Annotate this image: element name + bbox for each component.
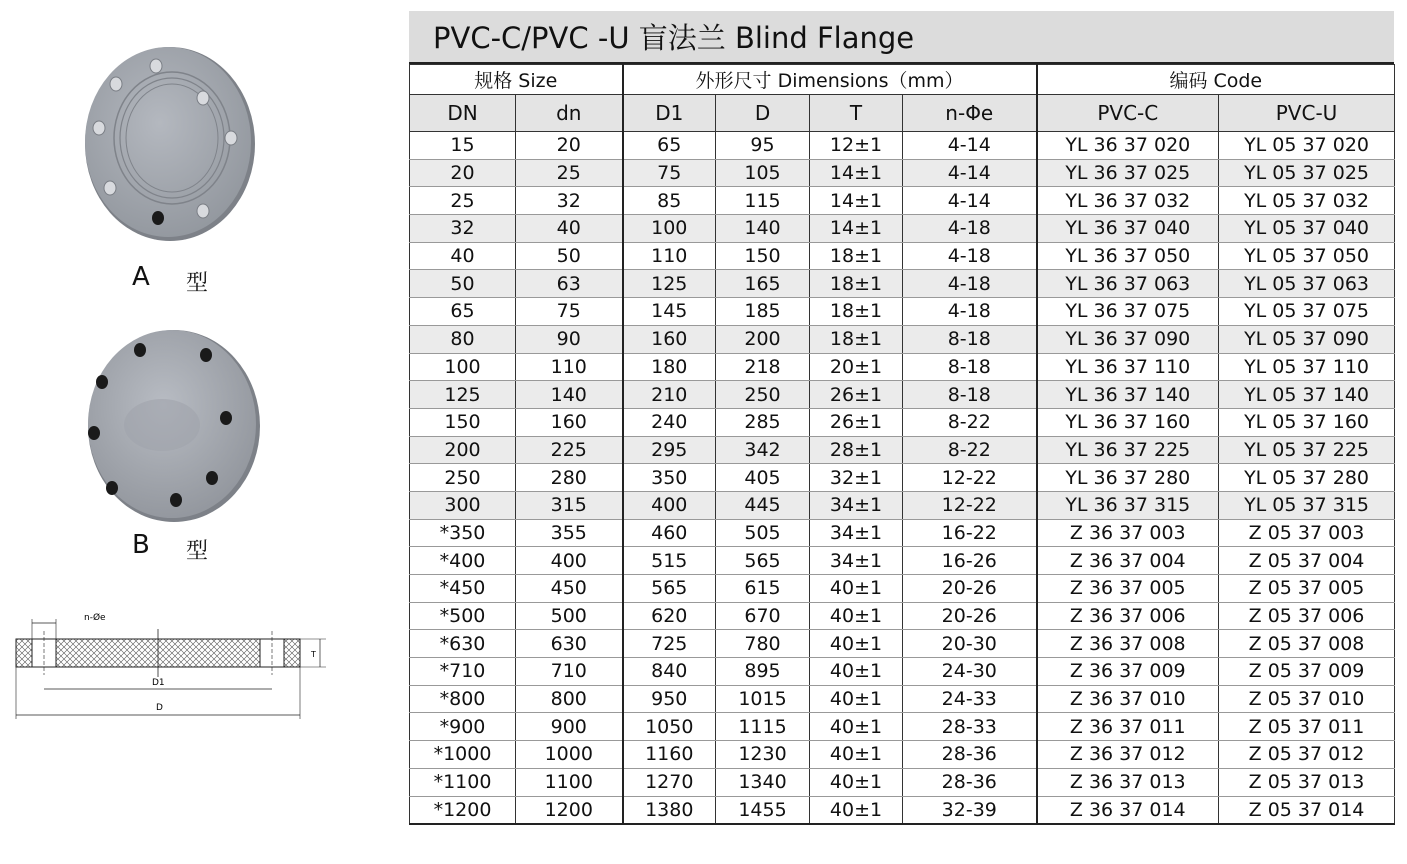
table-cell: 50 [516, 242, 623, 270]
table-row [410, 575, 1395, 603]
table-cell: 8-22 [903, 436, 1037, 464]
table-cell: 65 [623, 132, 716, 160]
table-row [410, 408, 1395, 436]
table-cell: 450 [516, 575, 623, 603]
table-row [410, 325, 1395, 353]
table-cell: 500 [516, 602, 623, 630]
table-cell: 20-30 [903, 630, 1037, 658]
table-title: PVC-C/PVC -U 盲法兰 Blind Flange [409, 11, 1394, 64]
table-cell: 250 [410, 464, 516, 492]
table-cell: 63 [516, 270, 623, 298]
table-cell: Z 36 37 005 [1037, 575, 1219, 603]
table-cell: YL 36 37 225 [1037, 436, 1219, 464]
table-cell: 780 [716, 630, 810, 658]
table-row [410, 159, 1395, 187]
table-cell: Z 36 37 014 [1037, 796, 1219, 824]
table-cell: 125 [623, 270, 716, 298]
col-header-d: D [716, 95, 810, 132]
drawing-hole-label: n-Øe [84, 613, 106, 623]
table-cell: 4-14 [903, 187, 1037, 215]
table-cell: 18±1 [810, 242, 903, 270]
table-cell: 670 [716, 602, 810, 630]
table-cell: 40±1 [810, 713, 903, 741]
table-cell: 8-22 [903, 408, 1037, 436]
table-cell: 342 [716, 436, 810, 464]
table-row [410, 602, 1395, 630]
table-cell: 1115 [716, 713, 810, 741]
table-cell: 315 [516, 491, 623, 519]
table-cell: *1200 [410, 796, 516, 824]
table-cell: 28-33 [903, 713, 1037, 741]
table-row [410, 215, 1395, 243]
table-cell: Z 05 37 008 [1219, 630, 1395, 658]
table-cell: 40±1 [810, 575, 903, 603]
table-row [410, 630, 1395, 658]
table-cell: 1340 [716, 768, 810, 796]
table-cell: 75 [516, 298, 623, 326]
table-cell: 20±1 [810, 353, 903, 381]
flange-type-a-image [82, 46, 257, 246]
table-cell: 615 [716, 575, 810, 603]
table-cell: 1000 [516, 741, 623, 769]
table-cell: 32 [516, 187, 623, 215]
table-row [410, 741, 1395, 769]
table-row [410, 242, 1395, 270]
table-cell: 20 [516, 132, 623, 160]
table-cell: YL 05 37 040 [1219, 215, 1395, 243]
table-cell: 34±1 [810, 491, 903, 519]
table-cell: 565 [716, 547, 810, 575]
table-cell: Z 05 37 005 [1219, 575, 1395, 603]
table-cell: 40±1 [810, 685, 903, 713]
table-cell: YL 36 37 063 [1037, 270, 1219, 298]
table-cell: YL 36 37 075 [1037, 298, 1219, 326]
table-cell: YL 05 37 020 [1219, 132, 1395, 160]
table-cell: 1015 [716, 685, 810, 713]
table-cell: 25 [410, 187, 516, 215]
table-cell: *1000 [410, 741, 516, 769]
table-cell: 355 [516, 519, 623, 547]
table-cell: 40±1 [810, 602, 903, 630]
table-cell: 16-22 [903, 519, 1037, 547]
table-cell: 4-18 [903, 298, 1037, 326]
table-cell: 350 [623, 464, 716, 492]
table-cell: 1380 [623, 796, 716, 824]
table-cell: 18±1 [810, 298, 903, 326]
table-row [410, 132, 1395, 160]
table-cell: 165 [716, 270, 810, 298]
table-cell: 4-18 [903, 242, 1037, 270]
table-cell: 250 [716, 381, 810, 409]
table-cell: 85 [623, 187, 716, 215]
table-cell: Z 05 37 011 [1219, 713, 1395, 741]
table-cell: YL 05 37 075 [1219, 298, 1395, 326]
table-cell: YL 05 37 140 [1219, 381, 1395, 409]
table-cell: 40 [410, 242, 516, 270]
table-cell: 400 [516, 547, 623, 575]
table-cell: Z 05 37 004 [1219, 547, 1395, 575]
table-cell: 32 [410, 215, 516, 243]
table-cell: 445 [716, 491, 810, 519]
table-cell: 25 [516, 159, 623, 187]
table-cell: YL 36 37 140 [1037, 381, 1219, 409]
table-row [410, 685, 1395, 713]
table-row [410, 353, 1395, 381]
col-header-d1: D1 [623, 95, 716, 132]
header-code: 编码 Code [1037, 65, 1395, 95]
table-cell: *450 [410, 575, 516, 603]
table-cell: 620 [623, 602, 716, 630]
table-cell: 26±1 [810, 381, 903, 409]
table-cell: YL 05 37 225 [1219, 436, 1395, 464]
table-cell: 80 [410, 325, 516, 353]
table-cell: YL 05 37 063 [1219, 270, 1395, 298]
col-header-small-dn: dn [516, 95, 623, 132]
table-cell: 100 [623, 215, 716, 243]
table-cell: 400 [623, 491, 716, 519]
table-cell: 100 [410, 353, 516, 381]
table-cell: Z 05 37 003 [1219, 519, 1395, 547]
table-cell: *710 [410, 658, 516, 686]
table-cell: Z 05 37 013 [1219, 768, 1395, 796]
table-cell: 460 [623, 519, 716, 547]
table-cell: YL 36 37 040 [1037, 215, 1219, 243]
col-header-pvc-c: PVC-C [1037, 95, 1219, 132]
table-cell: 160 [516, 408, 623, 436]
table-cell: Z 36 37 013 [1037, 768, 1219, 796]
table-cell: 145 [623, 298, 716, 326]
table-cell: *500 [410, 602, 516, 630]
table-cell: 110 [516, 353, 623, 381]
table-cell: Z 05 37 014 [1219, 796, 1395, 824]
table-cell: 160 [623, 325, 716, 353]
spec-table [409, 64, 1395, 825]
table-cell: 4-14 [903, 159, 1037, 187]
table-cell: 725 [623, 630, 716, 658]
table-cell: Z 36 37 003 [1037, 519, 1219, 547]
table-cell: YL 36 37 020 [1037, 132, 1219, 160]
table-cell: 125 [410, 381, 516, 409]
table-cell: 12-22 [903, 491, 1037, 519]
table-cell: YL 05 37 032 [1219, 187, 1395, 215]
drawing-d-label: D [156, 703, 163, 713]
table-cell: YL 05 37 280 [1219, 464, 1395, 492]
table-row [410, 436, 1395, 464]
table-cell: YL 36 37 280 [1037, 464, 1219, 492]
table-cell: Z 36 37 010 [1037, 685, 1219, 713]
blind-flange-table [409, 11, 1394, 825]
drawing-d1-label: D1 [152, 678, 165, 688]
table-cell: 40±1 [810, 630, 903, 658]
table-cell: YL 36 37 090 [1037, 325, 1219, 353]
table-row [410, 768, 1395, 796]
table-cell: *1100 [410, 768, 516, 796]
table-cell: 18±1 [810, 270, 903, 298]
table-cell: 180 [623, 353, 716, 381]
table-row [410, 464, 1395, 492]
table-row [410, 713, 1395, 741]
table-row [410, 796, 1395, 824]
header-size: 规格 Size [410, 65, 623, 95]
flange-type-b-image [82, 330, 262, 530]
table-cell: 14±1 [810, 215, 903, 243]
table-cell: *350 [410, 519, 516, 547]
table-cell: 218 [716, 353, 810, 381]
table-row [410, 381, 1395, 409]
col-header-pvc-u: PVC-U [1219, 95, 1395, 132]
table-body [410, 132, 1395, 824]
table-cell: 280 [516, 464, 623, 492]
type-a-label: A [132, 262, 150, 292]
table-cell: 8-18 [903, 325, 1037, 353]
table-cell: 8-18 [903, 381, 1037, 409]
table-cell: YL 05 37 050 [1219, 242, 1395, 270]
header-dimensions: 外形尺寸 Dimensions（mm） [623, 65, 1037, 95]
col-header-t: T [810, 95, 903, 132]
table-cell: 405 [716, 464, 810, 492]
type-a-suffix: 型 [186, 271, 209, 296]
table-cell: 40±1 [810, 658, 903, 686]
table-cell: 28±1 [810, 436, 903, 464]
table-cell: 4-14 [903, 132, 1037, 160]
table-cell: 115 [716, 187, 810, 215]
table-cell: 75 [623, 159, 716, 187]
table-cell: YL 36 37 110 [1037, 353, 1219, 381]
table-row [410, 491, 1395, 519]
table-cell: 50 [410, 270, 516, 298]
table-cell: 28-36 [903, 768, 1037, 796]
table-cell: 140 [516, 381, 623, 409]
table-row [410, 187, 1395, 215]
table-cell: 4-18 [903, 215, 1037, 243]
table-cell: 710 [516, 658, 623, 686]
table-cell: YL 36 37 025 [1037, 159, 1219, 187]
cross-section-drawing [10, 605, 335, 725]
table-cell: *900 [410, 713, 516, 741]
table-cell: 24-30 [903, 658, 1037, 686]
table-cell: YL 36 37 032 [1037, 187, 1219, 215]
table-cell: 200 [410, 436, 516, 464]
table-cell: Z 05 37 009 [1219, 658, 1395, 686]
table-cell: 34±1 [810, 519, 903, 547]
table-cell: 1455 [716, 796, 810, 824]
table-cell: 40±1 [810, 796, 903, 824]
table-cell: Z 36 37 012 [1037, 741, 1219, 769]
table-cell: YL 05 37 090 [1219, 325, 1395, 353]
table-cell: 24-33 [903, 685, 1037, 713]
table-row [410, 547, 1395, 575]
table-row [410, 658, 1395, 686]
table-cell: 26±1 [810, 408, 903, 436]
table-cell: 95 [716, 132, 810, 160]
table-row [410, 298, 1395, 326]
table-cell: 895 [716, 658, 810, 686]
table-cell: 225 [516, 436, 623, 464]
table-cell: 40 [516, 215, 623, 243]
table-cell: Z 36 37 009 [1037, 658, 1219, 686]
table-cell: 505 [716, 519, 810, 547]
type-b-label: B [132, 530, 150, 560]
table-cell: YL 36 37 160 [1037, 408, 1219, 436]
table-cell: 840 [623, 658, 716, 686]
table-cell: 12-22 [903, 464, 1037, 492]
type-b-suffix: 型 [186, 539, 209, 564]
table-cell: YL 36 37 315 [1037, 491, 1219, 519]
table-cell: 1100 [516, 768, 623, 796]
table-cell: 32-39 [903, 796, 1037, 824]
table-cell: 295 [623, 436, 716, 464]
table-cell: 105 [716, 159, 810, 187]
table-cell: 565 [623, 575, 716, 603]
table-cell: 20-26 [903, 602, 1037, 630]
table-cell: YL 05 37 025 [1219, 159, 1395, 187]
table-cell: Z 36 37 004 [1037, 547, 1219, 575]
table-cell: 14±1 [810, 187, 903, 215]
table-cell: 150 [716, 242, 810, 270]
table-cell: 40±1 [810, 741, 903, 769]
table-cell: 515 [623, 547, 716, 575]
table-cell: 1230 [716, 741, 810, 769]
table-cell: 90 [516, 325, 623, 353]
table-cell: 32±1 [810, 464, 903, 492]
table-cell: 20 [410, 159, 516, 187]
table-cell: 285 [716, 408, 810, 436]
col-header-dn: DN [410, 95, 516, 132]
table-cell: 200 [716, 325, 810, 353]
table-cell: 1050 [623, 713, 716, 741]
table-cell: Z 05 37 006 [1219, 602, 1395, 630]
table-cell: 40±1 [810, 768, 903, 796]
table-cell: Z 05 37 010 [1219, 685, 1395, 713]
table-cell: Z 05 37 012 [1219, 741, 1395, 769]
table-cell: YL 05 37 110 [1219, 353, 1395, 381]
table-cell: Z 36 37 011 [1037, 713, 1219, 741]
table-cell: 185 [716, 298, 810, 326]
table-cell: 1270 [623, 768, 716, 796]
table-cell: 18±1 [810, 325, 903, 353]
table-cell: YL 05 37 160 [1219, 408, 1395, 436]
table-cell: 34±1 [810, 547, 903, 575]
table-cell: 8-18 [903, 353, 1037, 381]
table-cell: 240 [623, 408, 716, 436]
table-cell: 950 [623, 685, 716, 713]
table-cell: 16-26 [903, 547, 1037, 575]
table-cell: 65 [410, 298, 516, 326]
table-cell: 300 [410, 491, 516, 519]
table-cell: 900 [516, 713, 623, 741]
table-cell: Z 36 37 006 [1037, 602, 1219, 630]
table-cell: 14±1 [810, 159, 903, 187]
table-cell: *400 [410, 547, 516, 575]
table-cell: *800 [410, 685, 516, 713]
table-cell: 28-36 [903, 741, 1037, 769]
table-cell: Z 36 37 008 [1037, 630, 1219, 658]
table-cell: 140 [716, 215, 810, 243]
table-row [410, 519, 1395, 547]
table-cell: 20-26 [903, 575, 1037, 603]
table-cell: 210 [623, 381, 716, 409]
table-cell: 150 [410, 408, 516, 436]
table-cell: YL 05 37 315 [1219, 491, 1395, 519]
col-header-holes: n-Φe [903, 95, 1037, 132]
table-cell: 800 [516, 685, 623, 713]
table-cell: 630 [516, 630, 623, 658]
table-cell: *630 [410, 630, 516, 658]
table-cell: 1160 [623, 741, 716, 769]
drawing-t-label: T [311, 650, 316, 659]
table-cell: 110 [623, 242, 716, 270]
table-cell: 12±1 [810, 132, 903, 160]
table-cell: 1200 [516, 796, 623, 824]
table-cell: 15 [410, 132, 516, 160]
table-cell: 4-18 [903, 270, 1037, 298]
table-cell: YL 36 37 050 [1037, 242, 1219, 270]
table-row [410, 270, 1395, 298]
